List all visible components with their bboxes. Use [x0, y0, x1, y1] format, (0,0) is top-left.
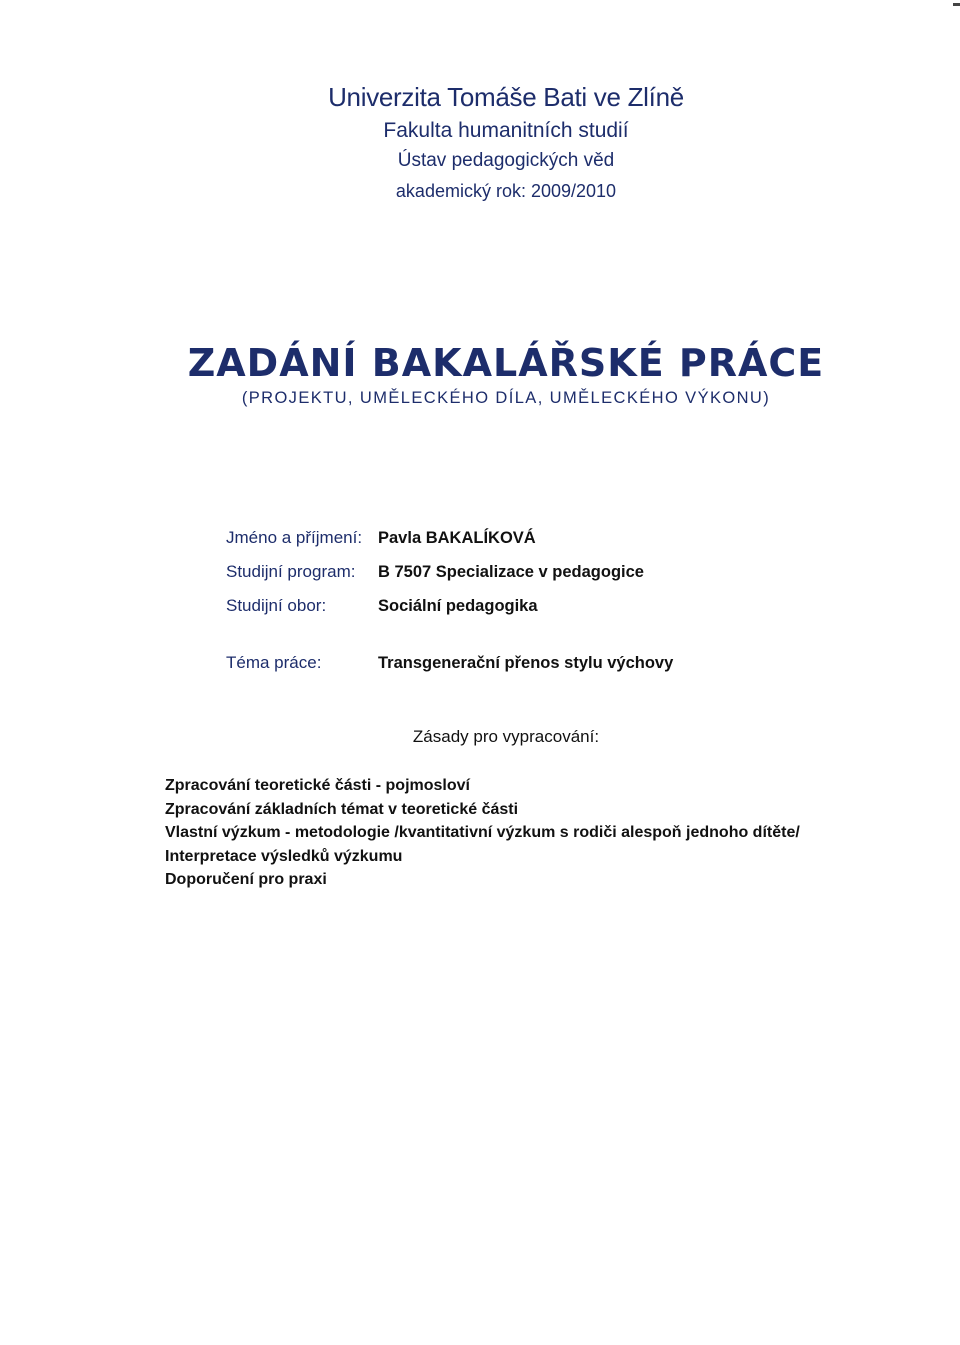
field-value: Sociální pedagogika: [378, 597, 538, 615]
field-row-topic: [226, 649, 926, 683]
document-header: [0, 80, 960, 206]
title-block: [0, 340, 960, 410]
document-subtitle: (PROJEKTU, UMĚLECKÉHO DÍLA, UMĚLECKÉHO VÝKONU): [241, 389, 771, 407]
document-title: ZADÁNÍ BAKALÁŘSKÉ PRÁCE: [187, 341, 825, 385]
field-row-name: [226, 524, 926, 558]
academic-year: akademický rok: 2009/2010: [395, 181, 617, 201]
institute-name: Ústav pedagogických věd: [397, 150, 615, 171]
field-row-program: [226, 558, 926, 592]
principles-list: [165, 774, 800, 892]
list-item: Doporučení pro praxi: [165, 871, 327, 888]
list-item: Zpracování základních témat v teoretické části: [165, 800, 519, 818]
student-fields: [226, 524, 926, 683]
list-item: Interpretace výsledků výzkumu: [165, 847, 403, 865]
field-value: B 7507 Specializace v pedagogice: [378, 563, 644, 581]
field-label: Téma práce:: [226, 653, 322, 672]
field-row-field-of-study: [226, 592, 926, 626]
principles-heading: Zásady pro vypracování:: [412, 727, 600, 746]
field-label: Studijní obor:: [226, 596, 327, 615]
field-label: Studijní program:: [226, 562, 356, 581]
list-item: Zpracování teoretické části - pojmosloví: [165, 777, 470, 794]
faculty-name: Fakulta humanitních studií: [383, 119, 629, 142]
field-label: Jméno a příjmení:: [226, 528, 363, 547]
field-value: Transgenerační přenos stylu výchovy: [378, 654, 674, 672]
list-item: Vlastní výzkum - metodologie /kvantitativní výzkum s rodiči alespoň jednoho dítěte/: [165, 824, 800, 841]
field-value: Pavla BAKALÍKOVÁ: [378, 529, 536, 547]
scan-mark: [953, 3, 960, 6]
university-name: Univerzita Tomáše Bati ve Zlíně: [328, 82, 684, 112]
